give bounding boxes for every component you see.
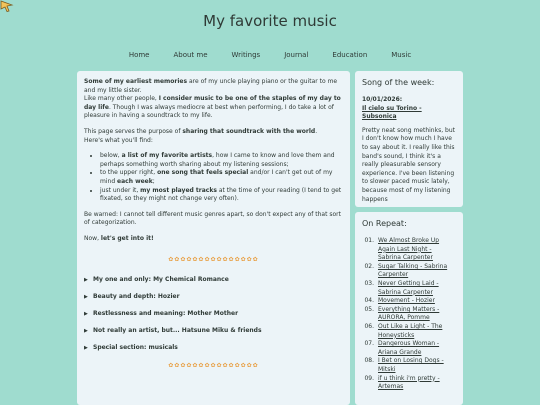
track-link[interactable]: if u think i'm pretty - Artemas (378, 374, 440, 391)
main-nav (0, 51, 540, 59)
list-item: • just under it, my most played tracks at the time of your reading (I tend to get fixated, so they might not change very often). (100, 187, 343, 204)
list-item (362, 306, 456, 323)
track-number: 04. (364, 297, 374, 305)
list-item (362, 237, 456, 263)
list-item (362, 280, 456, 297)
nav-about-me[interactable]: About me (173, 51, 208, 59)
on-repeat-list (362, 237, 456, 392)
song-date: 10/01/2026: (362, 96, 403, 103)
on-repeat-heading: On Repeat: (362, 219, 407, 228)
list-item (362, 323, 456, 340)
track-link[interactable]: Movement - Hozier (378, 297, 435, 305)
section-my-chemical-romance[interactable]: ▶ My one and only: My Chemical Romance (84, 276, 229, 284)
nav-journal[interactable]: Journal (284, 51, 309, 59)
intro-bold: Some of my earliest memories (84, 78, 188, 85)
list-item (362, 357, 456, 374)
contents-list (100, 152, 343, 204)
section-hozier[interactable]: ▶ Beauty and depth: Hozier (84, 293, 180, 301)
purpose-text: . (315, 127, 318, 135)
track-number: 09. (364, 374, 374, 382)
track-number: 02. (364, 262, 374, 270)
nav-home[interactable]: Home (128, 51, 150, 59)
track-link[interactable]: I Bet on Losing Dogs - Mitski (378, 357, 444, 373)
star-divider: ✿✿✿✿✿✿✿✿✿✿✿✿✿✿✿ (168, 361, 259, 369)
disclosure-triangle-icon: ▶ (84, 328, 88, 335)
section-mother-mother[interactable]: ▶ Restlessness and meaning: Mother Mother (84, 310, 239, 318)
nav-music[interactable]: Music (391, 51, 412, 59)
intro-text: are of my uncle playing piano or the guitar to me and my little sister. (84, 78, 338, 94)
track-link[interactable]: Never Getting Laid - Sabrina Carpenter (378, 279, 439, 296)
intro-text: Like many other people, (84, 95, 159, 103)
nav-writings[interactable]: Writings (231, 51, 261, 59)
song-description: Pretty neat song methinks, but I don't know how much I have to say about it. I really like this band's sound, I think it's a really pleasurable sensory experience. I've been listening to slower paced music lately, because most of my listening happens (362, 126, 455, 203)
purpose-bold: sharing that soundtrack with the world (182, 127, 316, 135)
disclosure-triangle-icon: ▶ (84, 345, 88, 352)
track-number: 06. (364, 322, 374, 330)
warning-paragraph: Be warned: I cannot tell different music genres apart, so don't expect any of that sort of categorization. (84, 210, 341, 227)
list-item (362, 297, 456, 306)
song-of-week-link[interactable]: Il cielo su Torino - Subsonica (362, 104, 422, 121)
section-musicals[interactable]: ▶ Special section: musicals (84, 344, 178, 352)
page-title: My favorite music (203, 12, 337, 30)
song-of-week-heading: Song of the week: (362, 78, 435, 87)
list-item (362, 375, 456, 392)
intro-paragraph (84, 78, 343, 121)
track-link[interactable]: Everything Matters - AURORA, Pomme (378, 305, 440, 322)
nav-education[interactable]: Education (332, 51, 368, 59)
section-hatsune-miku[interactable]: ▶ Not really an artist, but... Hatsune Miku & friends (84, 327, 262, 335)
on-repeat-panel (355, 212, 463, 405)
song-of-week-panel (355, 71, 463, 207)
disclosure-triangle-icon: ▶ (84, 294, 88, 301)
track-link[interactable]: We Almost Broke Up Again Last Night - Sabrina Carpenter (378, 237, 440, 262)
main-content (77, 71, 350, 405)
list-item (362, 340, 456, 357)
list-item: • to the upper right, one song that feels special and/or I can't get out of my mind each week; (100, 169, 343, 186)
track-link[interactable]: Sugar Talking - Sabrina Carpenter (378, 262, 448, 279)
track-number: 08. (364, 357, 374, 365)
track-number: 07. (364, 340, 374, 348)
star-divider: ✿✿✿✿✿✿✿✿✿✿✿✿✿✿✿ (168, 255, 259, 263)
purpose-text: This page serves the purpose of (84, 127, 183, 135)
track-number: 01. (364, 237, 374, 244)
list-item (362, 263, 456, 280)
purpose-text: Here's what you'll find: (84, 136, 153, 144)
track-link[interactable]: Out Like a Light - The Honeysticks (378, 322, 443, 339)
cursor-icon (0, 0, 14, 12)
disclosure-triangle-icon: ▶ (84, 311, 88, 318)
track-link[interactable]: Dangerous Woman - Ariana Grande (378, 340, 440, 356)
track-number: 03. (364, 279, 374, 287)
list-item: • below, a list of my favorite artists, how I came to know and love them and perhaps something worth sharing about my listening sessions; (100, 152, 343, 169)
disclosure-triangle-icon: ▶ (84, 277, 88, 284)
intro-bold: I consider music to be one of the staples of my day to day life (84, 95, 341, 111)
purpose-paragraph (84, 128, 343, 145)
track-number: 05. (364, 305, 374, 313)
intro-text: . Though I was always mediocre at best when performing, I do take a lot of pleasure in having a soundtrack to my life. (84, 103, 334, 120)
lets-go-paragraph: Now, let's get into it! (84, 234, 154, 242)
